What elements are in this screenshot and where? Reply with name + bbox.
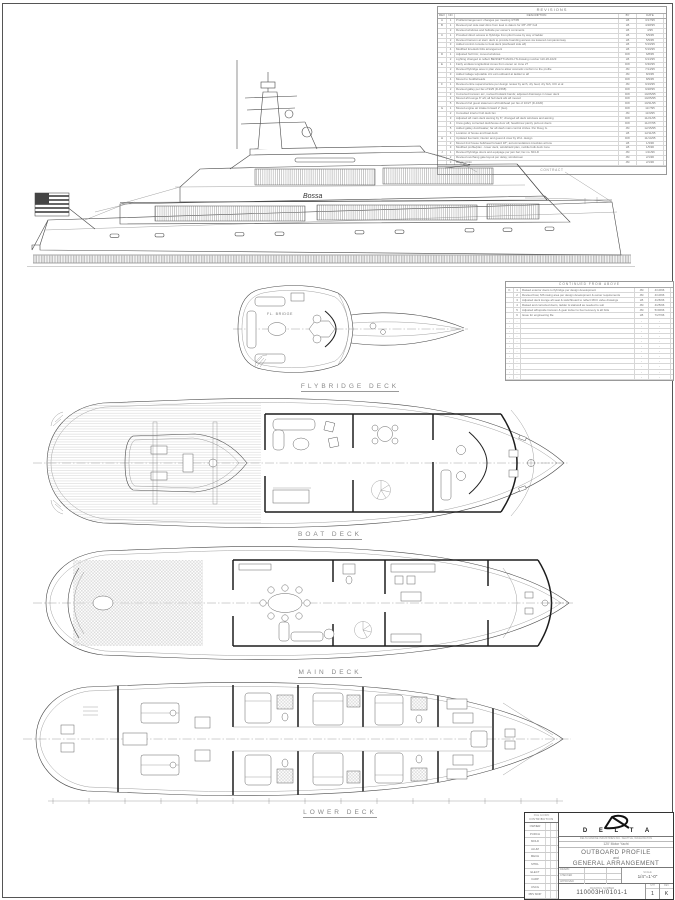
rev-value: K [664, 891, 669, 897]
table-row: - - - - [506, 359, 673, 364]
flybridge-room-label: FL. BRIDGE [267, 312, 293, 316]
table-row: 2 Moved 2nd house bulkhead forward 18"; accommodations knuckles at bow LB 1/3/96 [438, 142, 666, 147]
sheet-value: 1 [650, 891, 655, 897]
table-row: - - - - [506, 319, 673, 324]
table-row: G 1 Moved engine air intake forward 2' (two) DW 11/7/95 [438, 107, 666, 112]
drawing-number-row [559, 884, 673, 899]
table-row: 3 Added control console to boat deck (starboard side aft) LB 5/19/95 [438, 43, 666, 48]
table-row: H 1 Updated fuel tank; interior and guest & crew by W.A. design DW 11/14/95 [438, 137, 666, 142]
contract-note: CONTRACT [438, 166, 666, 174]
scale-field: SCALE 1/4"=1'-0" [637, 871, 658, 880]
continued-revisions-table [505, 281, 674, 381]
table-row: USCG [525, 884, 558, 892]
revisions-title: REVISIONS [438, 7, 666, 14]
yacht-name-script: Bossa [303, 193, 323, 200]
table-row: 4 Moved to buddleheads DW 8/9/95 [438, 78, 666, 83]
table-row: 2 Revised flybridge area in plan view to allow cosmetic conform to the profile JM 7/14/95 [438, 68, 666, 73]
table-row: K 1 Raised exterior doors to flybridge per design development JM 4/10/96 [506, 288, 673, 293]
table-row: 2 Lighting changed to reflect BENNETT/JACKLYN drawing number 110-26-1023 LB 6/13/95 [438, 58, 666, 63]
lower-deck-label: LOWER DECK [303, 809, 377, 816]
table-row: 6 Issue for engineering file LB 7/27/96 [506, 313, 673, 318]
drawing-number-field: DRAWING NUMBER 110003H/0101-1 [559, 884, 646, 899]
revisions-header: REV NO DESCRIPTION BY DATE [438, 14, 666, 19]
continued-rows [506, 288, 673, 380]
table-row: A 1 Profile/Arrangement: changes per meeting 3/7/95 LB 3/17/95 [438, 19, 666, 24]
us-flag-icon [35, 193, 95, 229]
table-row: MECH [525, 853, 558, 861]
table-row: - - - - [506, 364, 673, 369]
logo-area [559, 813, 673, 837]
table-row: E 1 Fairly endless longitudinal zones from owner on June 27 DW 6/30/95 [438, 63, 666, 68]
distribution-table [525, 813, 559, 899]
table-row: 4 Crew galley corrected deckhouse door aft; head/crew pantry pull-out doors DW 11/27/95 [438, 122, 666, 127]
table-row: 5 Revised 2nd guest stateroom aft bulkhead per fax of 10/27 (D-1620) DW 10/31/95 [438, 102, 666, 107]
table-row: 2 Revised transom at stern deck to provide boarding access via lowered companionway LB 5/9/95 [438, 39, 666, 44]
table-row: ELECT [525, 869, 558, 877]
title-block [524, 812, 674, 900]
flybridge-deck-label: FLYBRIDGE DECK [300, 383, 400, 390]
table-row: D 1 Adjusted hull trim; moved windows DW 6/8/95 [438, 53, 666, 58]
main-deck-label: MAIN DECK [298, 669, 362, 676]
scale-value: 1/4"=1'-0" [637, 874, 658, 880]
table-row: - - - - [506, 329, 673, 334]
drawing-number-value: 110003H/0101-1 [576, 889, 628, 896]
table-row: - - - - [506, 334, 673, 339]
table-row: 2 Revised galley per fax of 9/25 (D-1568) DW 9/28/95 [438, 88, 666, 93]
table-row: PRV MOP [525, 891, 558, 899]
distribution-rows [525, 823, 558, 899]
delta-wordmark: D E L T A [582, 828, 655, 835]
table-row: 2 Revised overhang gate layout per delay; windscreen JM 2/1/96 [438, 156, 666, 161]
table-row: ALUM [525, 846, 558, 854]
main-deck-plan [33, 542, 573, 664]
approved-row: APPROVED [559, 880, 621, 885]
table-row: 3 Corrected transom arc, revised bulwark bands; adjusted drainways in lower deck DW 10/25/95 [438, 93, 666, 98]
drawing-title: OUTBOARD PROFILE and GENERAL ARRANGEMENT [559, 848, 673, 869]
table-row: 3 Adjusted aft main deck awning by 6"; changed aft deck windows and awning DW 11/21/95 [438, 117, 666, 122]
checked-row: CHECKED [559, 874, 621, 880]
table-row: - - - - [506, 375, 673, 380]
table-row: B 1 Revised port side stair dims from keel to datum for 3'8"-3'8" hull LB 4/28/95 [438, 24, 666, 29]
table-row: 5 Adjusted aft/upside transom & gear locker to fuel recovery & aft bitts JM 5/30/96 [506, 308, 673, 313]
table-row: PURCH [525, 831, 558, 839]
table-row: - - - - [506, 354, 673, 359]
sheet-field: SHT 1 [646, 884, 660, 899]
table-row: 3 Modified profile/plan - lower deck, windshield plan, mobile bulk deck zone LB 1/5/96 [438, 146, 666, 151]
company-address: DELTA MARINE INDUSTRIES INC. SEATTLE, WASHINGTON [559, 837, 673, 841]
table-row: F 1 Revised entire superstructure per design review by arch, dry feed, dry fish, CIC et al JM 9/19/95 [438, 83, 666, 88]
lower-deck-plan [23, 677, 573, 807]
table-row: 6 Location of house and boat deck LB 12/11/95 [438, 132, 666, 137]
table-row: 4 Moved aft lounge 6" aft; all hull deck abt aft moved DW 10/25/95 [438, 97, 666, 102]
table-row: 2 Revised bow; MS swing area per design development & owner requirements JM 4/10/96 [506, 293, 673, 298]
continued-title: CONTINUED FROM ABOVE [506, 282, 673, 288]
title-block-main [559, 813, 673, 899]
boat-deck-label: BOAT DECK [298, 531, 362, 538]
table-row: C 1 Provided direct access to flybridge from pilot house by way of ladder LB 5/9/95 [438, 34, 666, 39]
table-row: 4 Modified foredeck bitts arrangement LB 5/19/95 [438, 48, 666, 53]
table-row: - - - - [506, 339, 673, 344]
flybridge-deck-plan [233, 279, 468, 381]
rev-field: REV K [660, 884, 673, 899]
table-row: 2 Revised windows and hullside per owner's comments LB 4/95 [438, 29, 666, 34]
table-row: CARP [525, 876, 558, 884]
drawn-row: DRAWN [559, 868, 621, 874]
table-row: MTDL [525, 861, 558, 869]
boat-deck-plan [33, 392, 568, 534]
table-row: OWNER [525, 823, 558, 831]
table-row: - - - - [506, 370, 673, 375]
table-row: - - - - [506, 349, 673, 354]
table-row: - - - - [506, 344, 673, 349]
vessel-type: 120' Motor Yacht [559, 842, 673, 848]
table-row: 5 Added galley dumbwaiter; far aft dash main control circles. Per Doug G. JM 12/15/95 [438, 127, 666, 132]
table-row: 4 Raised and corrected doors, ladder & stairwell as needed to suit JM 4/25/96 [506, 303, 673, 308]
table-row: MOLD [525, 838, 558, 846]
distribution-header: FILE ACORN DISTRIBUTION [525, 813, 558, 823]
table-row: 3 Revised trim JM 2/1/96 [438, 161, 666, 166]
table-row: 3 Added railage w/potable circ exit outboard at ladder to aft JM 8/4/95 [438, 73, 666, 78]
table-row: J 1 Revised flybridge doors and equipage per jam bar; fax no. 604-D JM 1/11/96 [438, 151, 666, 156]
table-row: - - - - [506, 324, 673, 329]
table-row: 2 Consulted interior hull deck fan JM 11/9/95 [438, 112, 666, 117]
outboard-profile-drawing [25, 52, 637, 282]
signature-fields [559, 868, 673, 884]
table-row: 3 Adjusted deck lounge aft seat & switchboard to reflect MCC valve drawings LB 4/26/96 [506, 298, 673, 303]
